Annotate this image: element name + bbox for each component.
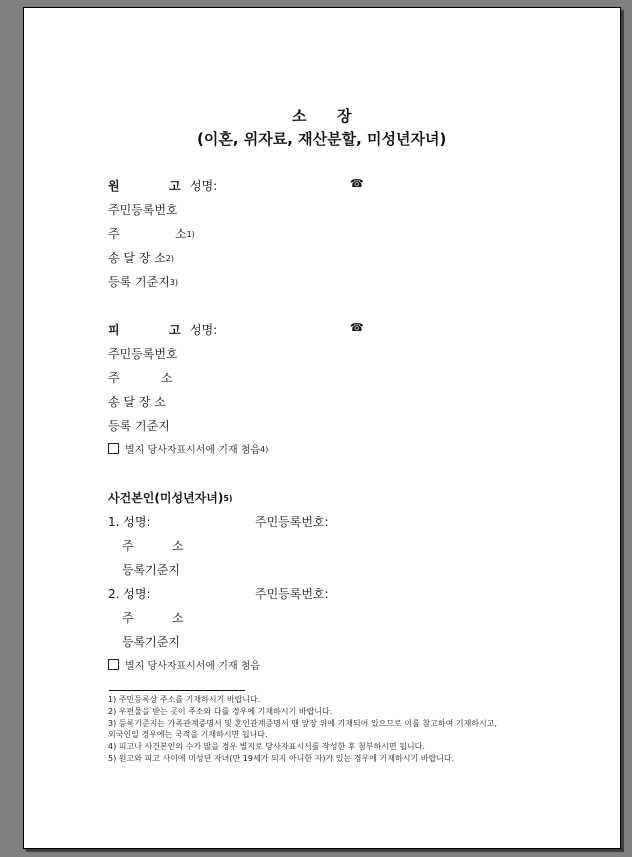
footnote-divider (109, 690, 245, 691)
checkbox-icon[interactable] (108, 659, 119, 670)
plaintiff-resident-number: 주민등록번호 (108, 203, 178, 217)
footnote-5: 5) 원고와 피고 사이에 미성년 자녀(만 19세가 되지 아니한 자)가 있는 경우에 기재하시기 바랍니다. (108, 754, 455, 763)
defendant-resident-number: 주민등록번호 (108, 347, 178, 361)
plaintiff-label-1: 원 (108, 179, 120, 193)
plaintiff-address-1: 주 (108, 227, 120, 241)
plaintiff-name-label: 성명: (190, 179, 218, 193)
footnote-1: 1) 주민등록상 주소를 기재하시기 바랍니다. (108, 695, 261, 704)
separate-sheet-checkbox-2[interactable]: 별지 당사자표시서에 기재 첨음 (108, 657, 260, 672)
plaintiff-label-2: 고 (169, 179, 181, 193)
case-item-2-address-1: 주 (122, 611, 134, 625)
case-item-2-registration: 등록기준지 (122, 635, 180, 649)
plaintiff-delivery: 송 달 장 소2) (108, 251, 175, 265)
plaintiff-address-2: 소1) (175, 227, 195, 241)
footnote-3: 3) 등록기준지는 가족관계증명서 및 혼인관계증명서 맨 앞장 위에 기재되어 있으므로 이를 참고하여 기재하시고, (108, 719, 498, 728)
separate-sheet-checkbox-1[interactable]: 별지 당사자표시서에 기재 첨음4) (108, 441, 268, 456)
footnote-4: 4) 피고나 사건본인의 수가 많을 경우 별지로 당사자표시서를 작성한 후 첨부하시면 됩니다. (108, 742, 425, 751)
defendant-delivery: 송 달 장 소 (108, 395, 166, 409)
defendant-registration: 등록 기준지 (108, 419, 170, 433)
defendant-label-1: 피 (108, 323, 120, 337)
doc-subtitle: (이혼, 위자료, 재산분할, 미성년자녀) (197, 130, 447, 148)
phone-icon: ☎ (350, 321, 364, 334)
plaintiff-registration: 등록 기준지3) (108, 275, 178, 289)
case-item-2-address-2: 소 (172, 611, 184, 625)
doc-title-char2: 장 (337, 107, 352, 125)
case-item-1-address-2: 소 (172, 539, 184, 553)
doc-title-char1: 소 (292, 107, 307, 125)
footnote-3-cont: 외국인일 경우에는 국적을 기재하시면 됩니다. (108, 730, 268, 739)
phone-icon: ☎ (350, 177, 364, 190)
case-principal-heading: 사건본인(미성년자녀)5) (108, 491, 233, 505)
document-page (23, 7, 621, 849)
defendant-label-2: 고 (169, 323, 181, 337)
case-item-2-name: 2. 성명: (108, 587, 151, 601)
case-item-1-registration: 등록기준지 (122, 563, 180, 577)
case-item-1-name: 1. 성명: (108, 515, 151, 529)
case-item-2-resident: 주민등록번호: (255, 587, 329, 601)
checkbox-icon[interactable] (108, 443, 119, 454)
defendant-address-2: 소 (161, 371, 173, 385)
case-item-1-address-1: 주 (122, 539, 134, 553)
defendant-name-label: 성명: (190, 323, 218, 337)
footnote-2: 2) 우편물을 받는 곳이 주소와 다를 경우에 기재하시기 바랍니다. (108, 707, 333, 716)
defendant-address-1: 주 (108, 371, 120, 385)
case-item-1-resident: 주민등록번호: (255, 515, 329, 529)
